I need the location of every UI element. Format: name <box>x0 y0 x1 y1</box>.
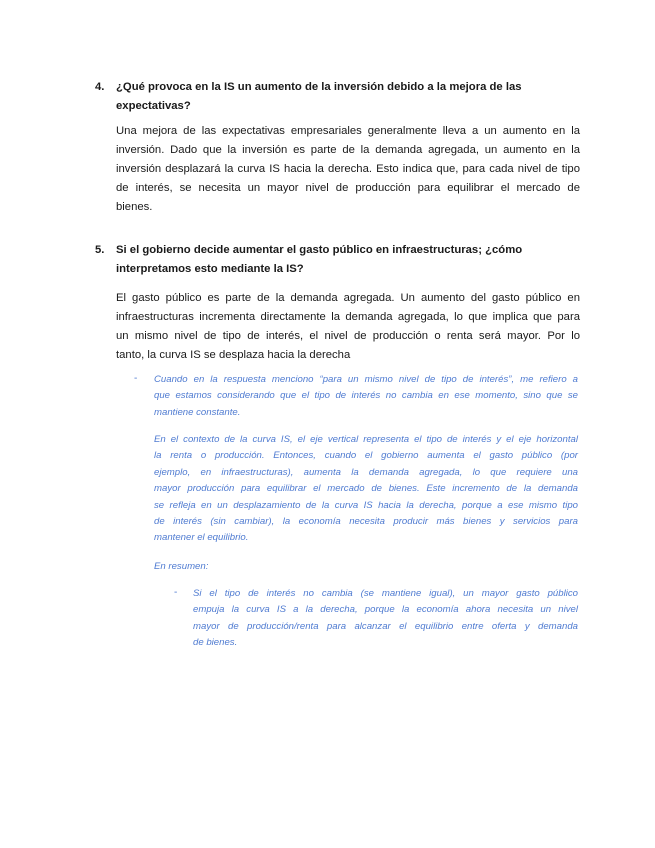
question-line: ¿Qué provoca en la IS un aumento de la inversión debido a la mejora de las <box>116 81 522 93</box>
comment-bullet: - <box>134 373 138 384</box>
answer-line: El gasto público es parte de la demanda agregada. Un aumento del gasto público en <box>116 292 580 304</box>
comment-line: ejemplo, en infraestructuras), aumenta la demanda agregada, lo que requiere una <box>154 466 578 478</box>
answer-line: Una mejora de las expectativas empresariales generalmente lleva a un aumento en la <box>116 125 580 137</box>
question-number: 5. <box>95 244 105 256</box>
summary-line: Si el tipo de interés no cambia (se mantiene igual), un mayor gasto público <box>193 588 578 599</box>
summary-line: mayor de producción/renta para alcanzar el equilibrio entre oferta y demanda <box>193 620 578 632</box>
question-line: Si el gobierno decide aumentar el gasto público en infraestructuras; ¿cómo <box>116 244 523 256</box>
comment-paragraph-2 <box>154 432 578 547</box>
comment-line: En el contexto de la curva IS, el eje vertical representa el tipo de interés y el eje horizontal <box>154 434 578 445</box>
comment-line: mantener el equilibrio. <box>154 532 249 544</box>
summary-line: empuja la curva IS a la derecha, porque la economía ahora necesita un nivel <box>193 604 578 616</box>
question-line: interpretamos esto mediante la IS? <box>116 263 304 275</box>
answer-line: de interés, se necesita un mayor nivel de producción para equilibrar el mercado de <box>116 182 580 194</box>
answer-line: un mismo nivel de tipo de interés, el nivel de producción o renta será mayor. Por lo <box>116 330 580 342</box>
question-text <box>116 78 596 116</box>
question-text <box>116 241 596 279</box>
summary-line: de bienes. <box>193 637 238 649</box>
answer-line: infraestructuras incrementa directamente la demanda agregada, lo que implica que para <box>116 311 580 323</box>
question-line: expectativas? <box>116 100 191 112</box>
comment-line: de interés (sin cambiar), la economía necesita producir más bienes y servicios para <box>154 516 578 528</box>
answer-line: inversión. Dado que la inversión es parte de la demanda agregada, un aumento en la <box>116 144 580 156</box>
comment-line: mayor producción para equilibrar el mercado de bienes. Este incremento de la demanda <box>154 483 578 495</box>
answer-5 <box>116 289 580 365</box>
answer-line: bienes. <box>116 201 153 213</box>
comment-line: se refleja en un desplazamiento de la curva IS hacia la derecha, porque a ese mismo tipo <box>154 499 578 511</box>
summary-label: En resumen: <box>154 561 209 572</box>
summary-text <box>193 586 578 652</box>
comment-line: que estamos considerando que el tipo de interés no cambia en ese momento, sino que se <box>154 390 578 402</box>
answer-4 <box>116 122 580 217</box>
question-number: 4. <box>95 81 105 93</box>
comment-line: la renta o producción. Entonces, cuando el gobierno aumenta el gasto público (por <box>154 450 578 462</box>
summary-bullet: - <box>174 587 178 598</box>
comment-paragraph-1 <box>154 372 578 421</box>
comment-line: Cuando en la respuesta menciono “para un mismo nivel de tipo de interés”, me refiero a <box>154 374 578 385</box>
comment-line: mantiene constante. <box>154 406 241 418</box>
answer-line: tanto, la curva IS se desplaza hacia la derecha <box>116 349 351 361</box>
answer-line: inversión desplazará la curva IS hacia la derecha. Esto indica que, para cada nivel de tipo <box>116 163 580 175</box>
